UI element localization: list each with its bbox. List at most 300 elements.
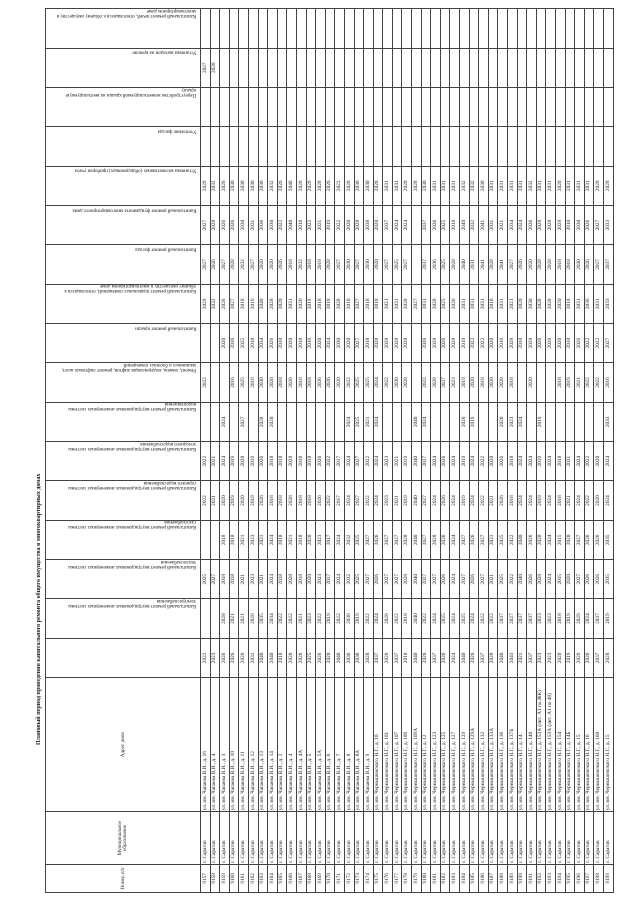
cell-year: 2031 bbox=[421, 284, 431, 323]
cell-year bbox=[440, 402, 450, 441]
cell-year bbox=[296, 9, 306, 49]
cell-year: 2022 bbox=[325, 481, 335, 520]
cell-year: 2021 bbox=[258, 520, 268, 559]
cell-year: 2022 bbox=[364, 481, 374, 520]
cell-year: 2026 bbox=[584, 638, 594, 677]
cell-year: 2018 bbox=[287, 245, 297, 284]
cell-mun: г. Саратов bbox=[460, 812, 470, 864]
cell-mun: г. Саратов bbox=[296, 812, 306, 864]
cell-year: 2022 bbox=[201, 363, 211, 402]
cell-year: 2022 bbox=[344, 363, 354, 402]
cell-year: 2027 bbox=[460, 560, 470, 599]
cell-year: 2022 bbox=[508, 520, 518, 559]
table-row bbox=[296, 9, 306, 893]
cell-mun: г. Саратов bbox=[287, 812, 297, 864]
cell-year: 2041 bbox=[479, 205, 489, 244]
cell-num: 9173 bbox=[354, 864, 364, 892]
cell-year bbox=[460, 127, 470, 166]
cell-year: 2024 bbox=[421, 402, 431, 441]
cell-year bbox=[575, 402, 585, 441]
cell-year: 2018 bbox=[220, 520, 230, 559]
cell-year bbox=[412, 87, 422, 126]
cell-year: 2028 bbox=[325, 638, 335, 677]
cell-year bbox=[287, 127, 297, 166]
cell-addr: ул. им. Чернышевского Н.Г., д. 136 bbox=[498, 678, 508, 812]
cell-year bbox=[325, 9, 335, 49]
cell-year bbox=[546, 9, 556, 49]
cell-year bbox=[335, 402, 345, 441]
cell-year: 2022 bbox=[421, 599, 431, 638]
cell-year bbox=[402, 9, 412, 49]
cell-year: 2018 bbox=[565, 245, 575, 284]
cell-year: 2027 bbox=[354, 245, 364, 284]
cell-year: 2027 bbox=[603, 323, 613, 362]
cell-year: 2024 bbox=[546, 481, 556, 520]
cell-year: 2040 bbox=[498, 638, 508, 677]
cell-year: 2022 bbox=[335, 205, 345, 244]
cell-year bbox=[335, 48, 345, 87]
cell-year: 2040 bbox=[412, 599, 422, 638]
cell-year: 2031 bbox=[383, 166, 393, 205]
cell-year: 2028 bbox=[402, 284, 412, 323]
cell-year bbox=[239, 48, 249, 87]
cell-year bbox=[220, 127, 230, 166]
cell-year: 2025 bbox=[354, 363, 364, 402]
cell-year bbox=[210, 9, 220, 49]
cell-year: 2032 bbox=[344, 560, 354, 599]
cell-year: 2019 bbox=[603, 599, 613, 638]
cell-year bbox=[335, 87, 345, 126]
cell-year bbox=[412, 245, 422, 284]
cell-mun: г. Саратов bbox=[431, 812, 441, 864]
cell-year bbox=[220, 9, 230, 49]
cell-year bbox=[479, 402, 489, 441]
cell-year: 2030 bbox=[575, 205, 585, 244]
cell-num: 9182 bbox=[440, 864, 450, 892]
cell-year: 2026 bbox=[584, 245, 594, 284]
cell-year: 2019 bbox=[325, 599, 335, 638]
cell-year bbox=[536, 87, 546, 126]
cell-year: 2027 bbox=[392, 520, 402, 559]
cell-year: 2020 bbox=[268, 245, 278, 284]
cell-num: 9190 bbox=[517, 864, 527, 892]
cell-year: 2020 bbox=[258, 245, 268, 284]
cell-mun: г. Саратов bbox=[488, 812, 498, 864]
cell-year: 2020 bbox=[402, 166, 412, 205]
cell-year: 2021 bbox=[229, 599, 239, 638]
cell-year: 2016 bbox=[229, 323, 239, 362]
cell-year bbox=[584, 48, 594, 87]
cell-year: 2024 bbox=[575, 442, 585, 481]
cell-year bbox=[450, 9, 460, 49]
cell-year bbox=[258, 127, 268, 166]
cell-addr: ул. им. Чернышевского Н.Г., д. 133А bbox=[488, 678, 498, 812]
cell-year bbox=[354, 9, 364, 49]
cell-year: 2021 bbox=[575, 363, 585, 402]
cell-year: 2024 bbox=[450, 638, 460, 677]
cell-addr: ул. им. Чернышевского Н.Г., д. 16 bbox=[584, 678, 594, 812]
cell-year: 2018 bbox=[277, 442, 287, 481]
cell-year: 2026 bbox=[383, 599, 393, 638]
cell-year: 2030 bbox=[364, 245, 374, 284]
cell-year: 2019 bbox=[402, 442, 412, 481]
cell-year: 2020 bbox=[527, 363, 537, 402]
cell-year: 2026 bbox=[469, 560, 479, 599]
cell-year: 2020 bbox=[344, 323, 354, 362]
cell-year bbox=[210, 127, 220, 166]
cell-year: 2021 bbox=[239, 520, 249, 559]
cell-year: 2026 bbox=[584, 560, 594, 599]
cell-year: 2031 bbox=[575, 284, 585, 323]
cell-year: 2024 bbox=[220, 442, 230, 481]
cell-year: 2027 bbox=[575, 560, 585, 599]
table-row bbox=[517, 9, 527, 893]
cell-year: 2030 bbox=[527, 284, 537, 323]
cell-addr: ул. им. Чапаева В.И., д. 14 bbox=[268, 678, 278, 812]
cell-addr: ул. им. Чернышевского Н.Г., д. 123 bbox=[431, 678, 441, 812]
cell-num: 9165 bbox=[277, 864, 287, 892]
cell-year bbox=[517, 127, 527, 166]
cell-num: 9195 bbox=[565, 864, 575, 892]
cell-year: 2036 bbox=[258, 205, 268, 244]
cell-num: 9179 bbox=[412, 864, 422, 892]
cell-year: 2032 bbox=[210, 166, 220, 205]
cell-year: 2018 bbox=[248, 323, 258, 362]
cell-year bbox=[354, 87, 364, 126]
cell-year: 2024 bbox=[431, 481, 441, 520]
cell-year: 2018 bbox=[565, 323, 575, 362]
cell-year bbox=[421, 127, 431, 166]
cell-year: 2031 bbox=[594, 284, 604, 323]
table-row bbox=[575, 9, 585, 893]
cell-year bbox=[392, 402, 402, 441]
cell-year bbox=[440, 127, 450, 166]
cell-year: 2026 bbox=[287, 363, 297, 402]
cell-addr: ул. им. Чернышевского Н.Г., д. 140 bbox=[527, 678, 537, 812]
cell-year bbox=[412, 323, 422, 362]
cell-year bbox=[364, 48, 374, 87]
cell-year bbox=[594, 87, 604, 126]
cell-year bbox=[546, 48, 556, 87]
cell-year bbox=[517, 363, 527, 402]
cell-num: 9187 bbox=[488, 864, 498, 892]
cell-year: 2031 bbox=[498, 284, 508, 323]
cell-mun: г. Саратов bbox=[373, 812, 383, 864]
cell-year: 2022 bbox=[287, 599, 297, 638]
cell-mun: г. Саратов bbox=[383, 812, 393, 864]
cell-year: 2026 bbox=[296, 638, 306, 677]
cell-year bbox=[603, 127, 613, 166]
cell-mun: г. Саратов bbox=[210, 812, 220, 864]
cell-year bbox=[440, 9, 450, 49]
cell-year: 2028 bbox=[527, 323, 537, 362]
cell-year: 2037 bbox=[421, 245, 431, 284]
cell-year: 2024 bbox=[431, 599, 441, 638]
cell-year: 2018 bbox=[277, 323, 287, 362]
cell-year: 2028 bbox=[431, 520, 441, 559]
cell-year bbox=[469, 127, 479, 166]
cell-year: 2026 bbox=[229, 638, 239, 677]
cell-addr: ул. им. Чернышевского Н.Г., д. 14Б bbox=[565, 678, 575, 812]
cell-num: 9184 bbox=[460, 864, 470, 892]
cell-year: 2023 bbox=[248, 520, 258, 559]
cell-year: 2019 bbox=[402, 481, 412, 520]
cell-year bbox=[431, 402, 441, 441]
cell-year bbox=[325, 402, 335, 441]
cell-mun: г. Саратов bbox=[412, 812, 422, 864]
cell-year: 2018 bbox=[517, 323, 527, 362]
cell-year bbox=[431, 9, 441, 49]
cell-year: 2021 bbox=[488, 520, 498, 559]
cell-year bbox=[555, 87, 565, 126]
cell-year: 2032 bbox=[469, 205, 479, 244]
cell-year: 2026 bbox=[373, 560, 383, 599]
cell-year bbox=[344, 127, 354, 166]
cell-year bbox=[575, 87, 585, 126]
cell-year bbox=[287, 402, 297, 441]
table-row bbox=[220, 9, 230, 893]
cell-num: 9158 bbox=[210, 864, 220, 892]
cell-year bbox=[392, 127, 402, 166]
cell-year: 2018 bbox=[508, 442, 518, 481]
cell-year: 2022 bbox=[421, 363, 431, 402]
cell-year: 2036 bbox=[584, 284, 594, 323]
table-row bbox=[527, 9, 537, 893]
cell-year: 2024 bbox=[325, 323, 335, 362]
cell-year: 2027 bbox=[460, 520, 470, 559]
cell-year: 2021 bbox=[287, 520, 297, 559]
cell-year: 2024 bbox=[469, 481, 479, 520]
cell-year: 2022 bbox=[306, 205, 316, 244]
cell-year: 2031 bbox=[575, 166, 585, 205]
cell-year: 2027 bbox=[508, 245, 518, 284]
cell-year: 2026 bbox=[383, 638, 393, 677]
cell-year bbox=[479, 87, 489, 126]
table-row bbox=[354, 9, 364, 893]
cell-year: 2018 bbox=[316, 284, 326, 323]
cell-year: 2032 bbox=[210, 284, 220, 323]
cell-year: 2020 bbox=[565, 520, 575, 559]
cell-year: 2018 bbox=[402, 599, 412, 638]
cell-year: 2018 bbox=[229, 520, 239, 559]
table-row bbox=[479, 9, 489, 893]
cell-year: 2028 bbox=[316, 166, 326, 205]
cell-year bbox=[248, 9, 258, 49]
cell-num: 9160 bbox=[229, 864, 239, 892]
cell-year bbox=[325, 87, 335, 126]
cell-year: 2024 bbox=[517, 402, 527, 441]
cell-year bbox=[469, 9, 479, 49]
cell-year bbox=[220, 363, 230, 402]
cell-year bbox=[555, 402, 565, 441]
cell-year bbox=[412, 205, 422, 244]
cell-year bbox=[594, 402, 604, 441]
cell-year: 2031 bbox=[287, 284, 297, 323]
cell-year: 2018 bbox=[306, 442, 316, 481]
cell-mun: г. Саратов bbox=[325, 812, 335, 864]
cell-year: 2026 bbox=[373, 520, 383, 559]
cell-year: 2040 bbox=[412, 402, 422, 441]
cell-year: 2018 bbox=[239, 284, 249, 323]
cell-year: 2021 bbox=[508, 284, 518, 323]
cell-mun: г. Саратов bbox=[229, 812, 239, 864]
table-row bbox=[229, 9, 239, 893]
cell-year: 2024 bbox=[450, 560, 460, 599]
cell-year: 2026 bbox=[229, 205, 239, 244]
cell-year: 2028 bbox=[402, 363, 412, 402]
cell-year bbox=[421, 48, 431, 87]
cell-year bbox=[488, 402, 498, 441]
cell-year bbox=[527, 127, 537, 166]
cell-mun: г. Саратов bbox=[277, 812, 287, 864]
cell-year: 2018 bbox=[488, 284, 498, 323]
cell-year: 2016 bbox=[229, 363, 239, 402]
cell-year bbox=[402, 48, 412, 87]
cell-year: 2040 bbox=[335, 638, 345, 677]
cell-year: 2024 bbox=[527, 481, 537, 520]
cell-addr: ул. им. Чернышевского Н.Г., д. 109А bbox=[412, 678, 422, 812]
cell-year: 2028 bbox=[450, 323, 460, 362]
table-row bbox=[584, 9, 594, 893]
cell-year bbox=[220, 48, 230, 87]
cell-year: 2021 bbox=[316, 205, 326, 244]
cell-mun: г. Саратов bbox=[527, 812, 537, 864]
table-row bbox=[325, 9, 335, 893]
cell-year bbox=[296, 402, 306, 441]
cell-year bbox=[201, 127, 211, 166]
cell-addr: ул. им. Чернышевского Н.Г., д. 160 bbox=[594, 678, 604, 812]
cell-addr: ул. им. Чернышевского Н.Г., д. 153А (лит. А1 по 48) bbox=[546, 678, 556, 812]
cell-year: 2028 bbox=[546, 245, 556, 284]
cell-year: 2030 bbox=[239, 205, 249, 244]
cell-year bbox=[210, 363, 220, 402]
cell-year: 2024 bbox=[392, 205, 402, 244]
cell-year bbox=[296, 87, 306, 126]
cell-year: 2024 bbox=[517, 205, 527, 244]
cell-year: 2028 bbox=[508, 323, 518, 362]
cell-year: 2026 bbox=[277, 245, 287, 284]
page-title: Плановый период проведения капитального ремонта общего имущества в многоквартирных домах bbox=[36, 473, 42, 745]
cell-year bbox=[306, 48, 316, 87]
cell-year: 2026 bbox=[498, 442, 508, 481]
cell-year: 2032 bbox=[469, 166, 479, 205]
cell-year: 2030 bbox=[248, 166, 258, 205]
cell-addr: ул. им. Чернышевского Н.Г., д. 129 bbox=[460, 678, 470, 812]
cell-year: 2024 bbox=[344, 481, 354, 520]
cell-year: 2028 bbox=[296, 166, 306, 205]
cell-mun: г. Саратов bbox=[306, 812, 316, 864]
cell-year: 2026 bbox=[584, 205, 594, 244]
cell-num: 9199 bbox=[603, 864, 613, 892]
cell-year: 2018 bbox=[306, 363, 316, 402]
cell-year bbox=[527, 48, 537, 87]
cell-addr: ул. им. Чернышевского Н.Г., д. 12 bbox=[421, 678, 431, 812]
cell-addr: ул. им. Чернышевского Н.Г., д. 132 bbox=[479, 678, 489, 812]
cell-year bbox=[527, 9, 537, 49]
cell-year: 2019 bbox=[498, 323, 508, 362]
cell-year: 2030 bbox=[344, 245, 354, 284]
cell-year: 2017 bbox=[335, 481, 345, 520]
cell-year: 2020 bbox=[306, 560, 316, 599]
cell-year: 2035 bbox=[603, 520, 613, 559]
cell-year: 2018 bbox=[316, 245, 326, 284]
cell-mun: г. Саратов bbox=[258, 812, 268, 864]
table-row bbox=[344, 9, 354, 893]
cell-year: 2040 bbox=[258, 638, 268, 677]
cell-year: 2028 bbox=[412, 166, 422, 205]
cell-year: 2024 bbox=[373, 442, 383, 481]
cell-year: 2032 bbox=[527, 166, 537, 205]
cell-year bbox=[287, 87, 297, 126]
cell-year: 2026 bbox=[316, 638, 326, 677]
cell-year: 2027 bbox=[479, 560, 489, 599]
cell-year: 2027 bbox=[402, 245, 412, 284]
cell-year: 2040 bbox=[412, 481, 422, 520]
cell-year: 2023 bbox=[210, 638, 220, 677]
cell-year bbox=[536, 127, 546, 166]
cell-year bbox=[364, 87, 374, 126]
cell-year bbox=[584, 87, 594, 126]
cell-year: 2028 bbox=[603, 166, 613, 205]
cell-num: 9163 bbox=[258, 864, 268, 892]
cell-year: 2030 bbox=[392, 363, 402, 402]
cell-year: 2026 bbox=[220, 638, 230, 677]
cell-addr: ул. им. Чапаева В.И., д. 9 bbox=[364, 678, 374, 812]
cell-year: 2032 bbox=[268, 166, 278, 205]
cell-year bbox=[210, 323, 220, 362]
cell-year: 2023 bbox=[546, 638, 556, 677]
cell-year: 2022 bbox=[479, 481, 489, 520]
cell-year bbox=[584, 9, 594, 49]
cell-year: 2026 bbox=[440, 481, 450, 520]
cell-year: 2021 bbox=[239, 599, 249, 638]
cell-year bbox=[210, 87, 220, 126]
cell-num: 9169 bbox=[316, 864, 326, 892]
cell-year: 2022 bbox=[584, 363, 594, 402]
cell-year: 2027 bbox=[421, 481, 431, 520]
cell-year bbox=[344, 9, 354, 49]
cell-year: 2025 bbox=[364, 363, 374, 402]
cell-year: 2021 bbox=[392, 481, 402, 520]
cell-year: 2020 bbox=[488, 323, 498, 362]
table-row bbox=[383, 9, 393, 893]
cell-year: 2037 bbox=[431, 638, 441, 677]
cell-year: 2031 bbox=[469, 284, 479, 323]
cell-year: 2023 bbox=[248, 560, 258, 599]
cell-year bbox=[603, 87, 613, 126]
cell-year bbox=[258, 9, 268, 49]
cell-year: 2025 bbox=[440, 284, 450, 323]
cell-year: 2031 bbox=[584, 166, 594, 205]
cell-addr: ул. им. Чернышевского Н.Г., д. 127 bbox=[450, 678, 460, 812]
cell-year bbox=[460, 9, 470, 49]
cell-year: 2028 bbox=[402, 520, 412, 559]
table-row bbox=[421, 9, 431, 893]
cell-year bbox=[201, 9, 211, 49]
cell-year: 2030 bbox=[575, 245, 585, 284]
cell-year: 2030 bbox=[229, 166, 239, 205]
cell-year bbox=[508, 48, 518, 87]
cell-year bbox=[201, 402, 211, 441]
cell-year: 2027 bbox=[239, 402, 249, 441]
cell-year: 2030 bbox=[421, 166, 431, 205]
cell-year: 2021 bbox=[565, 481, 575, 520]
cell-year: 2033 bbox=[603, 284, 613, 323]
cell-addr: ул. им. Чапаева В.И., д. 4 bbox=[210, 678, 220, 812]
cell-year: 2023 bbox=[546, 599, 556, 638]
cell-year: 2029 bbox=[306, 166, 316, 205]
cell-year: 2020 bbox=[239, 442, 249, 481]
